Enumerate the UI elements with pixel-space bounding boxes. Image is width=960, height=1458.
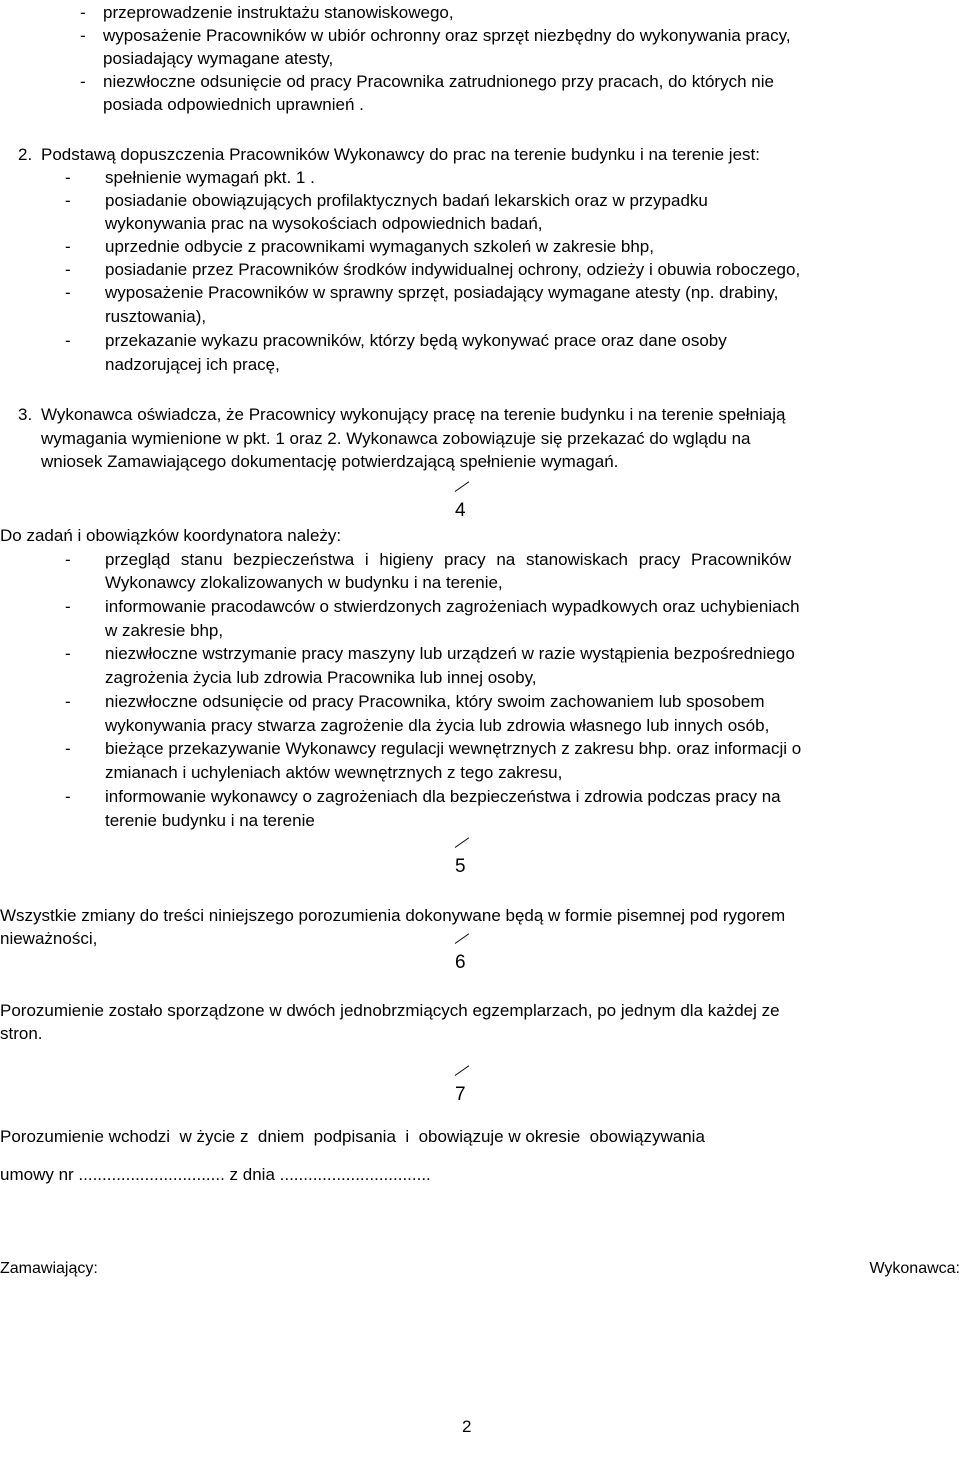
- list-item: - spełnienie wymagań pkt. 1 .: [65, 168, 315, 187]
- list-item-continuation: Wykonawcy zlokalizowanych w budynku i na terenie,: [105, 573, 503, 592]
- list-item-continuation: zagrożenia życia lub zdrowia Pracownika lub innej osoby,: [105, 668, 537, 687]
- list-item: - niezwłoczne odsunięcie od pracy Pracownika, który swoim zachowaniem lub sposobem: [65, 692, 765, 711]
- signature-zamawiajacy: Zamawiający:: [0, 1260, 98, 1277]
- list-item: - informowanie wykonawcy o zagrożeniach dla bezpieczeństwa i zdrowia podczas pracy na: [65, 787, 781, 806]
- list-item: - posiadanie przez Pracowników środków indywidualnej ochrony, odzieży i obuwia roboczego,: [65, 260, 801, 279]
- point-2-heading: 2. Podstawą dopuszczenia Pracowników Wykonawcy do prac na terenie budynku i na terenie jest:: [18, 145, 760, 164]
- list-item: - niezwłoczne odsunięcie od pracy Pracownika zatrudnionego przy pracach, do których nie: [80, 72, 774, 91]
- point-2-list: [65, 166, 955, 377]
- list-item-continuation: zmianach i uchyleniach aktów wewnętrznych z tego zakresu,: [105, 763, 563, 782]
- list-item: - posiadanie obowiązujących profilaktycznych badań lekarskich oraz w przypadku: [65, 191, 708, 210]
- section-5-text: Wszystkie zmiany do treści niniejszego porozumienia dokonywane będą w formie pisemnej pod rygorem nieważności,: [0, 906, 786, 948]
- list-item-continuation: wykonywania prac na wysokościach odpowiednich badań,: [105, 214, 543, 233]
- list-item: - wyposażenie Pracowników w sprawny sprzęt, posiadający wymagane atesty (np. drabiny,: [65, 283, 779, 302]
- signature-wykonawca: Wykonawca:: [869, 1260, 960, 1277]
- point-3: 3. Wykonawca oświadcza, że Pracownicy wykonujący pracę na terenie budynku i na terenie spełniają wymagania wymienione w pkt. 1 oraz 2. Wykonawca zobowiązuje się przekazać do wglądu na wniosek Zamawiającego dokumentację potwierdzającą spełnienie wymagań.: [18, 405, 786, 471]
- list-item: - przeprowadzenie instruktażu stanowiskowego,: [80, 3, 454, 22]
- list-item-continuation: posiadający wymagane atesty,: [103, 49, 334, 68]
- section-4-intro: Do zadań i obowiązków koordynatora należy:: [0, 526, 342, 545]
- list-item: - wyposażenie Pracowników w ubiór ochronny oraz sprzęt niezbędny do wykonywania pracy,: [80, 26, 791, 45]
- page-number: 2: [462, 1417, 472, 1436]
- list-item: - niezwłoczne wstrzymanie pracy maszyny lub urządzeń w razie wystąpienia bezpośredniego: [65, 644, 795, 663]
- list-item: - przegląd stanu bezpieczeństwa i higieny pracy na stanowiskach pracy Pracowników: [65, 550, 792, 569]
- list-item: - bieżące przekazywanie Wykonawcy regulacji wewnętrznych z zakresu bhp. oraz informacji o: [65, 739, 802, 758]
- section-6-text: Porozumienie zostało sporządzone w dwóch jednobrzmiących egzemplarzach, po jednym dla każdej ze stron.: [0, 1001, 780, 1043]
- list-item-continuation: nadzorującej ich pracę,: [105, 355, 280, 374]
- section-7-line-2: umowy nr ............................... z dnia ................................: [0, 1165, 431, 1184]
- list-item-continuation: w zakresie bhp,: [105, 621, 224, 640]
- list-item: - przekazanie wykazu pracowników, którzy będą wykonywać prace oraz dane osoby: [65, 331, 727, 350]
- list-top: [80, 1, 960, 116]
- point-2: [18, 143, 958, 166]
- section-7-line-1: Porozumienie wchodzi w życie z dniem podpisania i obowiązuje w okresie obowiązywania: [0, 1127, 705, 1146]
- section-4-mark: 4: [455, 500, 466, 521]
- list-item-continuation: rusztowania),: [105, 307, 207, 326]
- section-7-mark: 7: [455, 1084, 466, 1105]
- list-item: - uprzednie odbycie z pracownikami wymaganych szkoleń w zakresie bhp,: [65, 237, 654, 256]
- list-item-continuation: terenie budynku i na terenie: [105, 811, 315, 830]
- list-item: - informowanie pracodawców o stwierdzonych zagrożeniach wypadkowych oraz uchybieniach: [65, 597, 800, 616]
- section-6-mark: 6: [455, 952, 466, 973]
- section-5-mark: 5: [455, 856, 466, 877]
- list-item-continuation: wykonywania pracy stwarza zagrożenie dla życia lub zdrowia własnego lub innych osób,: [105, 716, 770, 735]
- list-item-continuation: posiada odpowiednich uprawnień .: [103, 95, 364, 114]
- section-4-list: [65, 548, 945, 832]
